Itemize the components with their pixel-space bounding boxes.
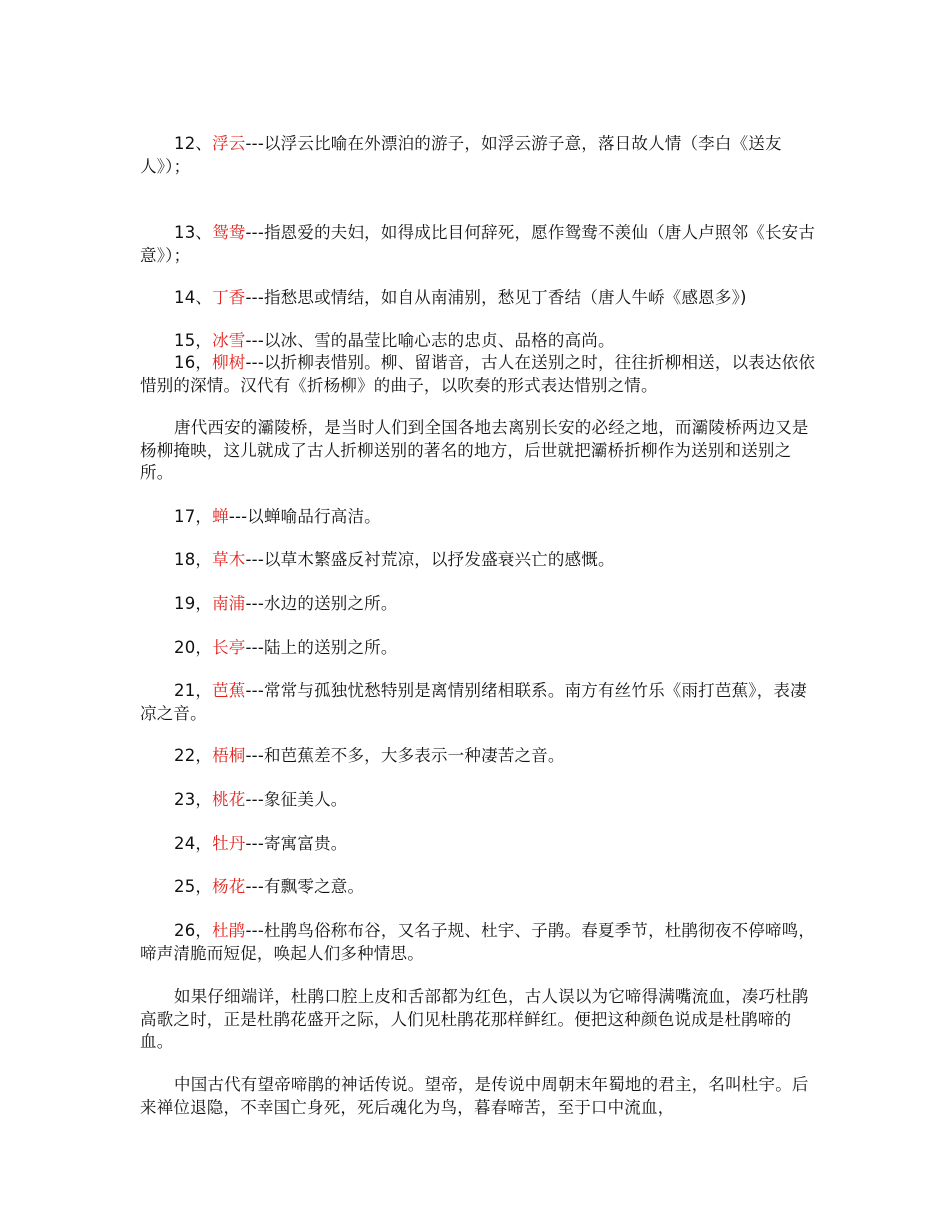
entry-18 bbox=[140, 549, 820, 572]
entry-21 bbox=[140, 680, 820, 725]
entry-text: ---有飘零之意。 bbox=[245, 877, 365, 896]
entry-term: 柳树 bbox=[212, 353, 246, 372]
entry-text: ---以蝉喻品行高洁。 bbox=[228, 507, 381, 526]
entry-number: 13、 bbox=[174, 223, 213, 242]
entry-term: 冰雪 bbox=[212, 331, 246, 350]
entry-number: 23， bbox=[174, 790, 213, 809]
entry-17 bbox=[140, 506, 820, 529]
entry-text: ---常常与孤独忧愁特别是离情别绪相联系。南方有丝竹乐《雨打芭蕉》，表凄凉之音。 bbox=[140, 681, 807, 723]
entry-25 bbox=[140, 876, 820, 899]
entry-text: ---杜鹃鸟俗称布谷，又名子规、杜宇、子鹃。春夏季节，杜鹃彻夜不停啼鸣，啼声清脆而短促，唤起人们多种情思。 bbox=[140, 921, 816, 963]
entry-number: 18， bbox=[174, 550, 213, 569]
entry-term: 杨花 bbox=[212, 877, 246, 896]
paragraph-wangdi-legend bbox=[140, 1074, 820, 1119]
entry-term: 鸳鸯 bbox=[212, 223, 246, 242]
paragraph-text: 唐代西安的灞陵桥，是当时人们到全国各地去离别长安的必经之地，而灞陵桥两边又是杨柳掩映，这儿就成了古人折柳送别的著名的地方，后世就把灞桥折柳作为送别和送别之所。 bbox=[140, 418, 809, 482]
entry-text: ---指愁思或情结，如自从南浦别，愁见丁香结（唐人牛峤《感恩多》) bbox=[245, 288, 747, 307]
paragraph-text: 中国古代有望帝啼鹃的神话传说。望帝，是传说中周朝末年蜀地的君主，名叫杜宇。后来禅位退隐，不幸国亡身死，死后魂化为鸟，暮春啼苦，至于口中流血， bbox=[140, 1075, 809, 1117]
entry-number: 25， bbox=[174, 877, 213, 896]
entry-number: 24， bbox=[174, 834, 213, 853]
entry-text: ---水边的送别之所。 bbox=[245, 594, 398, 613]
entry-12 bbox=[140, 133, 820, 178]
entry-20 bbox=[140, 637, 820, 660]
entry-text: ---陆上的送别之所。 bbox=[245, 638, 398, 657]
entry-term: 杜鹃 bbox=[212, 921, 246, 940]
entry-text: ---以折柳表惜别。柳、留谐音，古人在送别之时，往往折柳相送，以表达依依惜别的深情。汉代有《折杨柳》的曲子，以吹奏的形式表达惜别之情。 bbox=[140, 353, 816, 395]
entry-term: 芭蕉 bbox=[212, 681, 246, 700]
entry-number: 12、 bbox=[174, 134, 213, 153]
entry-number: 14、 bbox=[174, 288, 213, 307]
entry-number: 19， bbox=[174, 594, 213, 613]
entry-number: 20， bbox=[174, 638, 213, 657]
entry-16 bbox=[140, 352, 820, 397]
entry-15 bbox=[140, 330, 820, 353]
entry-term: 牡丹 bbox=[212, 834, 246, 853]
entry-number: 17， bbox=[174, 507, 213, 526]
entry-text: ---和芭蕉差不多，大多表示一种凄苦之音。 bbox=[245, 746, 565, 765]
entry-text: ---寄寓富贵。 bbox=[245, 834, 348, 853]
entry-22 bbox=[140, 745, 820, 768]
entry-14 bbox=[140, 287, 840, 310]
entry-26 bbox=[140, 920, 820, 965]
entry-term: 南浦 bbox=[212, 594, 246, 613]
entry-term: 桃花 bbox=[212, 790, 246, 809]
entry-term: 丁香 bbox=[212, 288, 246, 307]
paragraph-baling-bridge bbox=[140, 417, 820, 485]
entry-24 bbox=[140, 833, 820, 856]
entry-13 bbox=[140, 222, 820, 267]
paragraph-cuckoo-red bbox=[140, 986, 820, 1054]
entry-number: 21， bbox=[174, 681, 213, 700]
entry-term: 长亭 bbox=[212, 638, 246, 657]
entry-23 bbox=[140, 789, 820, 812]
entry-number: 26， bbox=[174, 921, 213, 940]
entry-number: 16， bbox=[174, 353, 213, 372]
entry-term: 蝉 bbox=[212, 507, 229, 526]
entry-text: ---以冰、雪的晶莹比喻心志的忠贞、品格的高尚。 bbox=[245, 331, 615, 350]
entry-number: 15， bbox=[174, 331, 213, 350]
entry-19 bbox=[140, 593, 820, 616]
entry-text: ---以浮云比喻在外漂泊的游子，如浮云游子意，落日故人情（李白《送友人》）； bbox=[140, 134, 782, 176]
entry-term: 梧桐 bbox=[212, 746, 246, 765]
entry-term: 草木 bbox=[212, 550, 246, 569]
entry-text: ---指恩爱的夫妇，如得成比目何辞死，愿作鸳鸯不羡仙（唐人卢照邻《长安古意》）； bbox=[140, 223, 816, 265]
paragraph-text: 如果仔细端详，杜鹃口腔上皮和舌部都为红色，古人误以为它啼得满嘴流血，凑巧杜鹃高歌之时，正是杜鹃花盛开之际，人们见杜鹃花那样鲜红。便把这种颜色说成是杜鹃啼的血。 bbox=[140, 987, 809, 1051]
entry-text: ---以草木繁盛反衬荒凉，以抒发盛衰兴亡的感慨。 bbox=[245, 550, 615, 569]
entry-number: 22， bbox=[174, 746, 213, 765]
entry-term: 浮云 bbox=[212, 134, 246, 153]
entry-text: ---象征美人。 bbox=[245, 790, 348, 809]
